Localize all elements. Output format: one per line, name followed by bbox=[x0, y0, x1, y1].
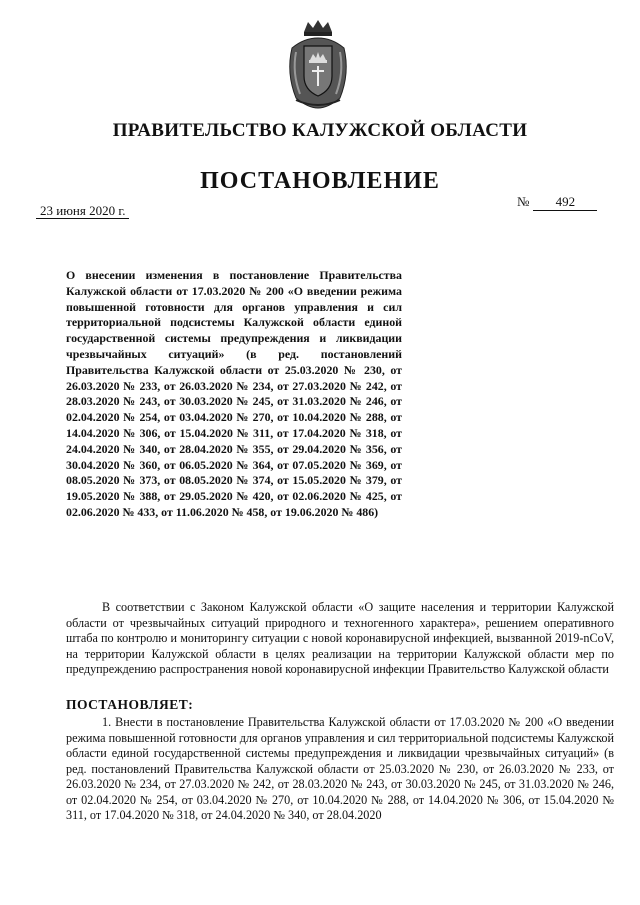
document-date: 23 июня 2020 г. bbox=[36, 203, 129, 219]
preamble-paragraph: В соответствии с Законом Калужской области «О защите населения и территории Калужской области от чрезвычайных ситуаций природного и техногенного характера», решением оперативного штаба по контролю и мониторингу ситуации с новой коронавирусной инфекцией, вызванной 2019-nCoV, на территории Калужской области в целях реализации на территории Калужской области мер по предупреждению распространения новой коронавирусной инфекции Правительство Калужской области bbox=[66, 600, 614, 677]
decree-heading: ПОСТАНОВЛЯЕТ: bbox=[66, 697, 194, 712]
document-type-title: ПОСТАНОВЛЕНИЕ bbox=[200, 168, 440, 194]
number-value: 492 bbox=[533, 194, 597, 211]
coat-of-arms-emblem bbox=[282, 18, 354, 110]
clause-1-paragraph: 1. Внести в постановление Правительства Калужской области от 17.03.2020 № 200 «О введении режима повышенной готовности для органов управления и сил территориальной подсистемы Калужской области единой государственной системы предупреждения и ликвидации чрезвычайных ситуаций» (в ред. постановлений Правительства Калужской области от 25.03.2020 № 230, от 26.03.2020 № 233, от 26.03.2020 № 234, от 27.03.2020 № 242, от 28.03.2020 № 243, от 30.03.2020 № 245, от 31.03.2020 № 246, от 02.04.2020 № 254, от 03.04.2020 № 270, от 10.04.2020 № 288, от 14.04.2020 № 306, от 15.04.2020 № 311, от 17.04.2020 № 318, от 24.04.2020 № 340, от 28.04.2020 bbox=[66, 715, 614, 822]
number-label: № bbox=[517, 194, 530, 209]
document-subject: О внесении изменения в постановление Правительства Калужской области от 17.03.2020 № 200 «О введении режима повышенной готовности для органов управления и сил территориальной подсистемы Калужской области единой государственной системы предупреждения и ликвидации чрезвычайных ситуаций» (в ред. постановлений Правительства Калужской области от 25.03.2020 № 230, от 26.03.2020 № 233, от 26.03.2020 № 234, от 27.03.2020 № 242, от 28.03.2020 № 243, от 30.03.2020 № 245, от 31.03.2020 № 246, от 02.04.2020 № 254, от 03.04.2020 № 270, от 10.04.2020 № 288, от 14.04.2020 № 306, от 15.04.2020 № 311, от 17.04.2020 № 318, от 24.04.2020 № 340, от 28.04.2020 № 355, от 29.04.2020 № 356, от 30.04.2020 № 360, от 06.05.2020 № 364, от 07.05.2020 № 369, от 08.05.2020 № 373, от 08.05.2020 № 374, от 15.05.2020 № 379, от 19.05.2020 № 388, от 29.05.2020 № 420, от 02.06.2020 № 425, от 02.06.2020 № 433, от 11.06.2020 № 458, от 19.06.2020 № 486) bbox=[66, 268, 402, 519]
document-number bbox=[517, 194, 597, 211]
government-title: ПРАВИТЕЛЬСТВО КАЛУЖСКОЙ ОБЛАСТИ bbox=[112, 120, 528, 141]
